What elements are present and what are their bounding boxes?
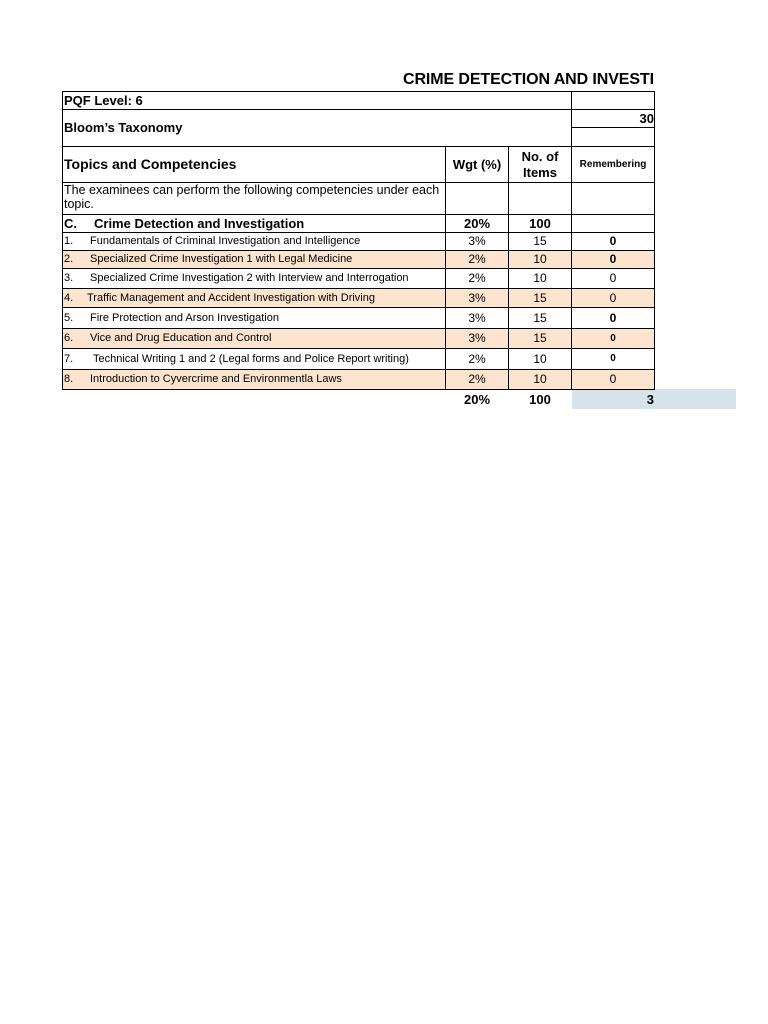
row-remembering: 0 — [610, 333, 616, 344]
row-topic: Traffic Management and Accident Investigation with Driving — [87, 292, 375, 304]
section-letter: C. — [64, 216, 77, 231]
row-topic: Introduction to Cyvercrime and Environmentla Laws — [90, 373, 342, 385]
row-remembering: 0 — [609, 252, 617, 266]
row-number: 2. — [64, 253, 74, 265]
pqf-level-label: PQF Level: 6 — [64, 93, 143, 108]
total-remembering: 3 — [646, 392, 654, 407]
blooms-total: 30 — [639, 111, 654, 126]
total-items: 100 — [529, 392, 551, 407]
header-items — [509, 147, 571, 182]
row-items: 10 — [533, 352, 547, 366]
row-wgt: 3% — [468, 291, 486, 305]
row-number: 6. — [64, 332, 74, 344]
row-topic: Vice and Drug Education and Control — [90, 332, 272, 344]
row-number: 8. — [64, 373, 74, 385]
row-wgt: 3% — [468, 311, 486, 325]
row-items: 10 — [533, 271, 547, 285]
row-items: 10 — [533, 252, 547, 266]
header-remembering: Remembering — [579, 159, 647, 170]
row-topic: Specialized Crime Investigation 2 with Interview and Interrogation — [90, 272, 409, 284]
header-topics: Topics and Competencies — [64, 156, 237, 172]
section-wgt: 20% — [463, 216, 491, 231]
section-name: Crime Detection and Investigation — [94, 216, 305, 231]
page-title: CRIME DETECTION AND INVESTI — [403, 71, 654, 88]
row-topic: Specialized Crime Investigation 1 with Legal Medicine — [90, 253, 353, 265]
header-items-line1: No. of — [521, 149, 559, 164]
row-wgt: 2% — [468, 271, 486, 285]
row-remembering: 0 — [609, 311, 617, 325]
row-items: 15 — [533, 311, 547, 325]
row-remembering: 0 — [610, 353, 616, 364]
section-items: 100 — [529, 216, 551, 231]
row-remembering: 0 — [609, 372, 617, 386]
row-items: 10 — [533, 372, 547, 386]
row-number: 5. — [64, 312, 74, 324]
blooms-taxonomy-label: Bloom’s Taxonomy — [64, 120, 183, 135]
header-items-line2: Items — [523, 165, 557, 180]
row-wgt: 3% — [468, 331, 486, 345]
row-topic: Fire Protection and Arson Investigation — [90, 312, 279, 324]
row-number: 1. — [64, 235, 74, 247]
header-wgt: Wgt (%) — [452, 157, 502, 172]
row-remembering: 0 — [609, 271, 617, 285]
row-number: 4. — [64, 292, 74, 304]
row-items: 15 — [533, 331, 547, 345]
row-topic: Technical Writing 1 and 2 (Legal forms and Police Report writing) — [93, 353, 409, 365]
row-number: 3. — [64, 272, 74, 284]
row-number: 7. — [64, 353, 74, 365]
row-wgt: 2% — [468, 352, 486, 366]
row-remembering: 0 — [609, 234, 617, 248]
row-topic: Fundamentals of Criminal Investigation and Intelligence — [90, 235, 361, 247]
row-items: 15 — [533, 291, 547, 305]
row-wgt: 3% — [468, 234, 486, 248]
row-items: 15 — [533, 234, 547, 248]
row-wgt: 2% — [468, 372, 486, 386]
total-wgt: 20% — [463, 392, 491, 407]
row-remembering: 0 — [609, 291, 617, 305]
intro-text: The examinees can perform the following competencies under each topic. — [64, 183, 440, 211]
row-wgt: 2% — [468, 252, 486, 266]
